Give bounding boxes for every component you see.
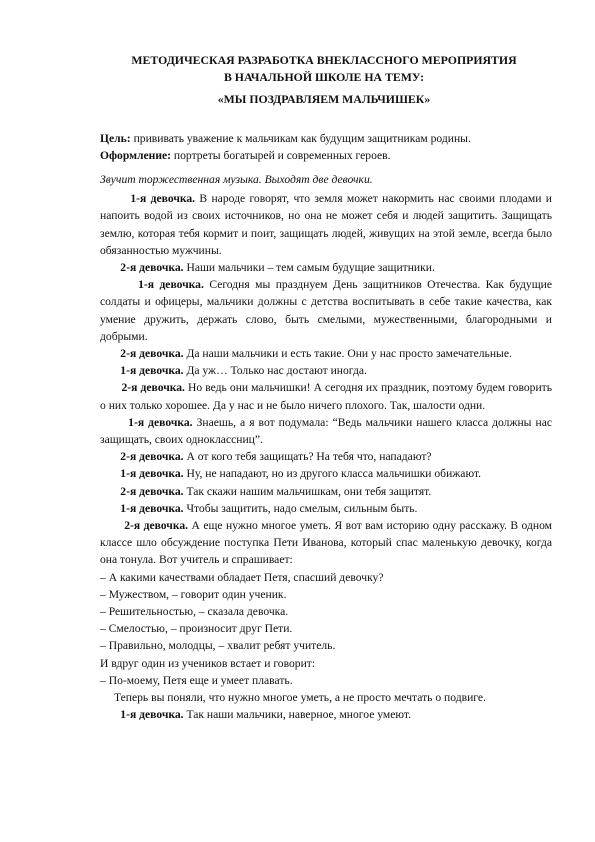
line-text: Так наши мальчики, наверное, многое умеют. [183, 708, 411, 722]
last-line [100, 706, 552, 723]
line-text: Сегодня мы празднуем День защитников Отечества. Как будущие солдаты и офицеры, мальчики должны с детства воспитывать в себе такие качества, как умение дружить, держать слово, быть смелыми, мужественными, благородными и добрыми. [100, 278, 552, 343]
dialog-line: – А какими качествами обладает Петя, спасший девочку? [100, 570, 384, 584]
speaker-label: 2-я девочка. [124, 518, 189, 532]
dialogue-line [100, 190, 552, 259]
dialogue-line [100, 500, 552, 517]
goal-text: прививать уважение к мальчикам как будущим защитникам родины. [130, 131, 471, 145]
line-text: В народе говорят, что земля может накормить нас своими плодами и напоить водой из своих источников, но она не может себя и людей защитить. Защищать землю, которая тебя кормит и поит, защищать людей, живущих на этой земле, всегда было обязанностью мужчины. [100, 192, 552, 257]
dialogue-line [100, 465, 552, 482]
document-page [100, 52, 552, 723]
dialog-line: – Мужеством, – говорит один ученик. [100, 587, 287, 601]
title-line-2: В НАЧАЛЬНОЙ ШКОЛЕ НА ТЕМУ: [223, 69, 425, 84]
design-line [100, 147, 552, 164]
dialogue-line [100, 448, 552, 465]
speaker-label: 1-я девочка. [130, 192, 196, 206]
speaker-label: 2-я девочка. [120, 484, 184, 498]
speaker-label: 1-я девочка. [120, 501, 184, 515]
line-text: Так скажи нашим мальчишкам, они тебя защитят. [183, 484, 432, 498]
speaker-label: 1-я девочка. [128, 415, 193, 429]
dialogue-line [100, 517, 552, 569]
dialogue-line [100, 379, 552, 413]
dialog-line: – Смелостью, – произносит друг Пети. [100, 622, 293, 636]
title-line-3: «МЫ ПОЗДРАВЛЯЕМ МАЛЬЧИШЕК» [217, 92, 431, 106]
dialog-line: И вдруг один из учеников встает и говорит: [100, 656, 316, 670]
story-dialog [100, 569, 552, 707]
dialog-line: – Решительностью, – сказала девочка. [100, 604, 289, 618]
dialogue-line [100, 483, 552, 500]
dialog-line: – Правильно, молодцы, – хвалит ребят учитель. [100, 639, 336, 653]
line-text: Ну, не нападают, но из другого класса мальчишки обижают. [183, 467, 482, 481]
line-text: Наши мальчики – тем самым будущие защитники. [183, 260, 435, 274]
line-text: Знаешь, а я вот подумала: “Ведь мальчики нашего класса должны нас защищать, своих одноклассниц”. [100, 415, 552, 446]
speaker-label: 2-я девочка. [120, 346, 184, 360]
speaker-label: 1-я девочка. [120, 364, 184, 378]
design-text: портреты богатырей и современных героев. [171, 148, 391, 162]
dialogue-line [100, 414, 552, 448]
speaker-label: 1-я девочка. [120, 467, 184, 481]
speaker-label: 2-я девочка. [121, 381, 185, 395]
goal-line [100, 130, 552, 147]
dialogue-lines [100, 190, 552, 568]
line-text: Да уж… Только нас достают иногда. [183, 364, 367, 378]
goal-label: Цель: [100, 131, 131, 145]
line-text: Да наши мальчики и есть такие. Они у нас просто замечательные. [183, 346, 512, 360]
speaker-label: 2-я девочка. [120, 260, 184, 274]
line-text: А еще нужно многое уметь. Я вот вам историю одну расскажу. В одном классе шло обсуждение поступка Пети Иванова, который спас маленькую девочку, когда она тонула. Вот учитель и спрашивает: [100, 518, 552, 567]
title-line-1: МЕТОДИЧЕСКАЯ РАЗРАБОТКА ВНЕКЛАССНОГО МЕРОПРИЯТИЯ [131, 53, 517, 67]
dialog-line: – По-моему, Петя еще и умеет плавать. [100, 673, 293, 687]
dialog-line: Теперь вы поняли, что нужно многое уметь, а не просто мечтать о подвиге. [114, 691, 486, 704]
dialogue-line [100, 276, 552, 345]
speaker-label: 1-я девочка. [138, 278, 204, 292]
speaker-label: 2-я девочка. [120, 450, 184, 464]
stage-direction: Звучит торжественная музыка. Выходят две девочки. [100, 172, 373, 186]
dialogue-line [100, 345, 552, 362]
dialogue-line [100, 362, 552, 379]
speaker-label: 1-я девочка. [120, 708, 184, 722]
dialogue-line [100, 259, 552, 276]
design-label: Оформление: [100, 148, 172, 162]
line-text: А от кого тебя защищать? На тебя что, нападают? [183, 450, 432, 464]
line-text: Но ведь они мальчишки! А сегодня их праздник, поэтому будем говорить о них только хорошее. Да у нас и не было ничего плохого. Так, шалости одни. [100, 381, 553, 412]
line-text: Чтобы защитить, надо смелым, сильным быть. [183, 501, 418, 515]
